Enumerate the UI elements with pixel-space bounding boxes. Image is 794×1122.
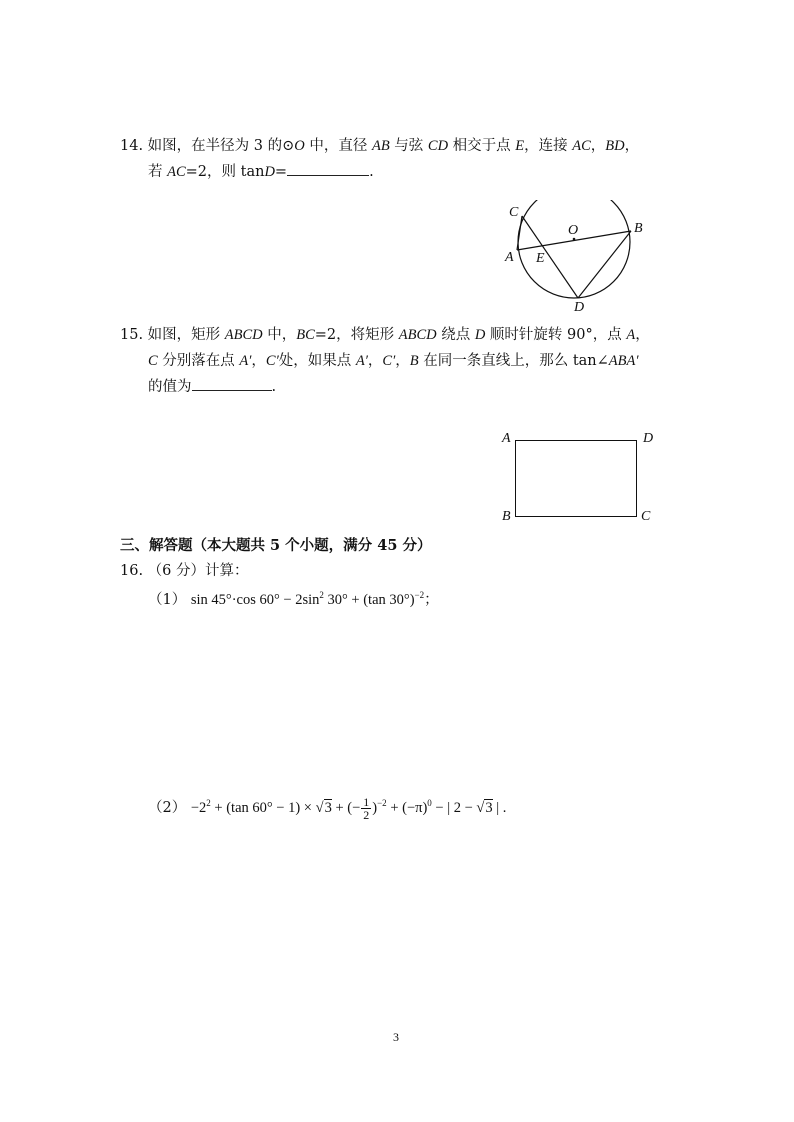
- q14-var: AC: [167, 164, 186, 180]
- label-d: D: [574, 300, 585, 315]
- q14-var: AC: [572, 138, 591, 154]
- q16-part-2: [148, 796, 506, 821]
- expr-text: 30° + (tan 30°): [323, 592, 415, 608]
- q16-intro: （6 分）计算：: [147, 563, 249, 579]
- q16-part1-label: （1）: [148, 592, 187, 608]
- expr-sup: −2: [414, 590, 425, 601]
- q14-text: 若: [148, 164, 168, 180]
- expr-text: | .: [492, 800, 507, 816]
- expr-sup: 0: [427, 798, 432, 809]
- q15-text: 绕点: [436, 327, 475, 343]
- q14-text: ，: [590, 138, 606, 154]
- q14-var: AB: [371, 138, 390, 154]
- expr-text: + (−π): [386, 800, 428, 816]
- circle-o: [518, 200, 630, 298]
- q15-text: ，: [635, 327, 650, 343]
- q15-text: 如图，矩形: [147, 327, 225, 343]
- q15-text: .: [271, 379, 277, 395]
- q16-part2-expr: $-2^2 + (\tan$ 60° − 1) × √3 + (− $\frac{1}{2}$ )$^{-2} + (-\pi)^0$ − | 2 − √3 | .: [190, 795, 507, 823]
- q15-var: C′: [265, 353, 279, 369]
- q15-text: =2，将矩形: [314, 327, 399, 343]
- q15-var: ABCD: [224, 327, 263, 343]
- q15-var: A: [626, 327, 636, 343]
- q15-text: 在同一条直线上，那么 tan∠: [418, 353, 609, 369]
- q15-text: 中，: [262, 327, 297, 343]
- expr-text: sin 45°·cos 60° − 2sin: [190, 592, 320, 608]
- fraction-numerator: 1: [363, 795, 370, 810]
- q14-text: ，: [624, 138, 640, 154]
- expr-text: −2: [190, 800, 207, 816]
- q15-text: 顺时针旋转 90°，点: [485, 327, 627, 343]
- q14-text: =: [274, 164, 288, 180]
- q15-text: ，: [251, 353, 266, 369]
- q15-var: A′: [355, 353, 368, 369]
- q15-var: ABA′: [608, 353, 639, 369]
- q14-var: O: [294, 138, 305, 154]
- q16-part1-expr: [191, 592, 424, 608]
- label-rect-b: B: [502, 509, 511, 524]
- label-a: A: [505, 250, 514, 265]
- q14-var: BD: [605, 138, 625, 154]
- q15-text: 的值为: [148, 379, 192, 395]
- q16-line-1: [120, 559, 249, 580]
- expr-sup: 2: [319, 590, 324, 601]
- q15-var: C′: [382, 353, 396, 369]
- q15-var: BC: [296, 327, 315, 343]
- expr-sup: 2: [206, 798, 211, 809]
- segment-bd: [578, 231, 631, 298]
- q15-text: ，: [367, 353, 383, 369]
- label-c: C: [509, 205, 519, 220]
- q15-rectangle: [515, 440, 637, 517]
- q15-line-1: [120, 323, 650, 344]
- q14-text: 与弦: [389, 138, 428, 154]
- q14-text: ，连接: [524, 138, 573, 154]
- q14-answer-blank[interactable]: [287, 161, 369, 176]
- q15-line-3: [148, 375, 276, 396]
- q15-text: ，: [395, 353, 410, 369]
- q16-part2-label: （2）: [148, 800, 187, 816]
- q14-text: 相交于点: [448, 138, 516, 154]
- expr-text: + (tan 60° − 1) ×: [210, 800, 316, 816]
- expr-text: − | 2 −: [431, 800, 477, 816]
- fraction-one-half: [361, 796, 371, 821]
- segment-ac: [517, 216, 522, 250]
- expr-text: ；: [424, 592, 439, 608]
- q14-text: .: [369, 164, 374, 180]
- q15-answer-blank[interactable]: [192, 376, 272, 391]
- q16-part-1: [148, 588, 439, 609]
- q15-var: A′: [239, 353, 252, 369]
- q15-number: 15.: [120, 327, 144, 343]
- q14-var: E: [515, 138, 525, 154]
- label-rect-c: C: [641, 509, 651, 524]
- label-o: O: [568, 223, 579, 238]
- label-e: E: [536, 251, 545, 266]
- section-3-heading: 三、解答题（本大题共 5 个小题，满分 45 分）: [120, 537, 432, 554]
- q15-var: D: [474, 327, 486, 343]
- expr-text: + (−: [331, 800, 361, 816]
- fraction-denominator: 2: [363, 808, 370, 823]
- q15-text: 处，如果点: [278, 353, 356, 369]
- sqrt-radicand: 3: [485, 800, 493, 816]
- q14-var: D: [264, 164, 275, 180]
- sqrt-radicand: 3: [324, 800, 332, 816]
- q14-text: 中，直径: [304, 138, 372, 154]
- q14-line-2: [148, 160, 374, 181]
- q14-text: =2，则 tan: [185, 164, 265, 180]
- label-rect-a: A: [502, 431, 511, 446]
- q15-text: 分别落在点: [157, 353, 240, 369]
- label-rect-d: D: [643, 431, 654, 446]
- q15-var: C: [148, 353, 158, 369]
- expr-sup: −2: [377, 798, 387, 809]
- q15-var: B: [409, 353, 419, 369]
- label-b: B: [634, 221, 643, 236]
- q14-number: 14.: [120, 138, 144, 154]
- q15-var: ABCD: [398, 327, 437, 343]
- q16-number: 16.: [120, 563, 144, 579]
- q14-text: 如图，在半径为 3 的⊙: [147, 138, 295, 154]
- q15-line-2: [148, 349, 639, 370]
- q14-var: CD: [427, 138, 449, 154]
- expr-text: ): [372, 800, 378, 816]
- q14-line-1: [120, 134, 639, 155]
- page-number: 3: [393, 1030, 399, 1044]
